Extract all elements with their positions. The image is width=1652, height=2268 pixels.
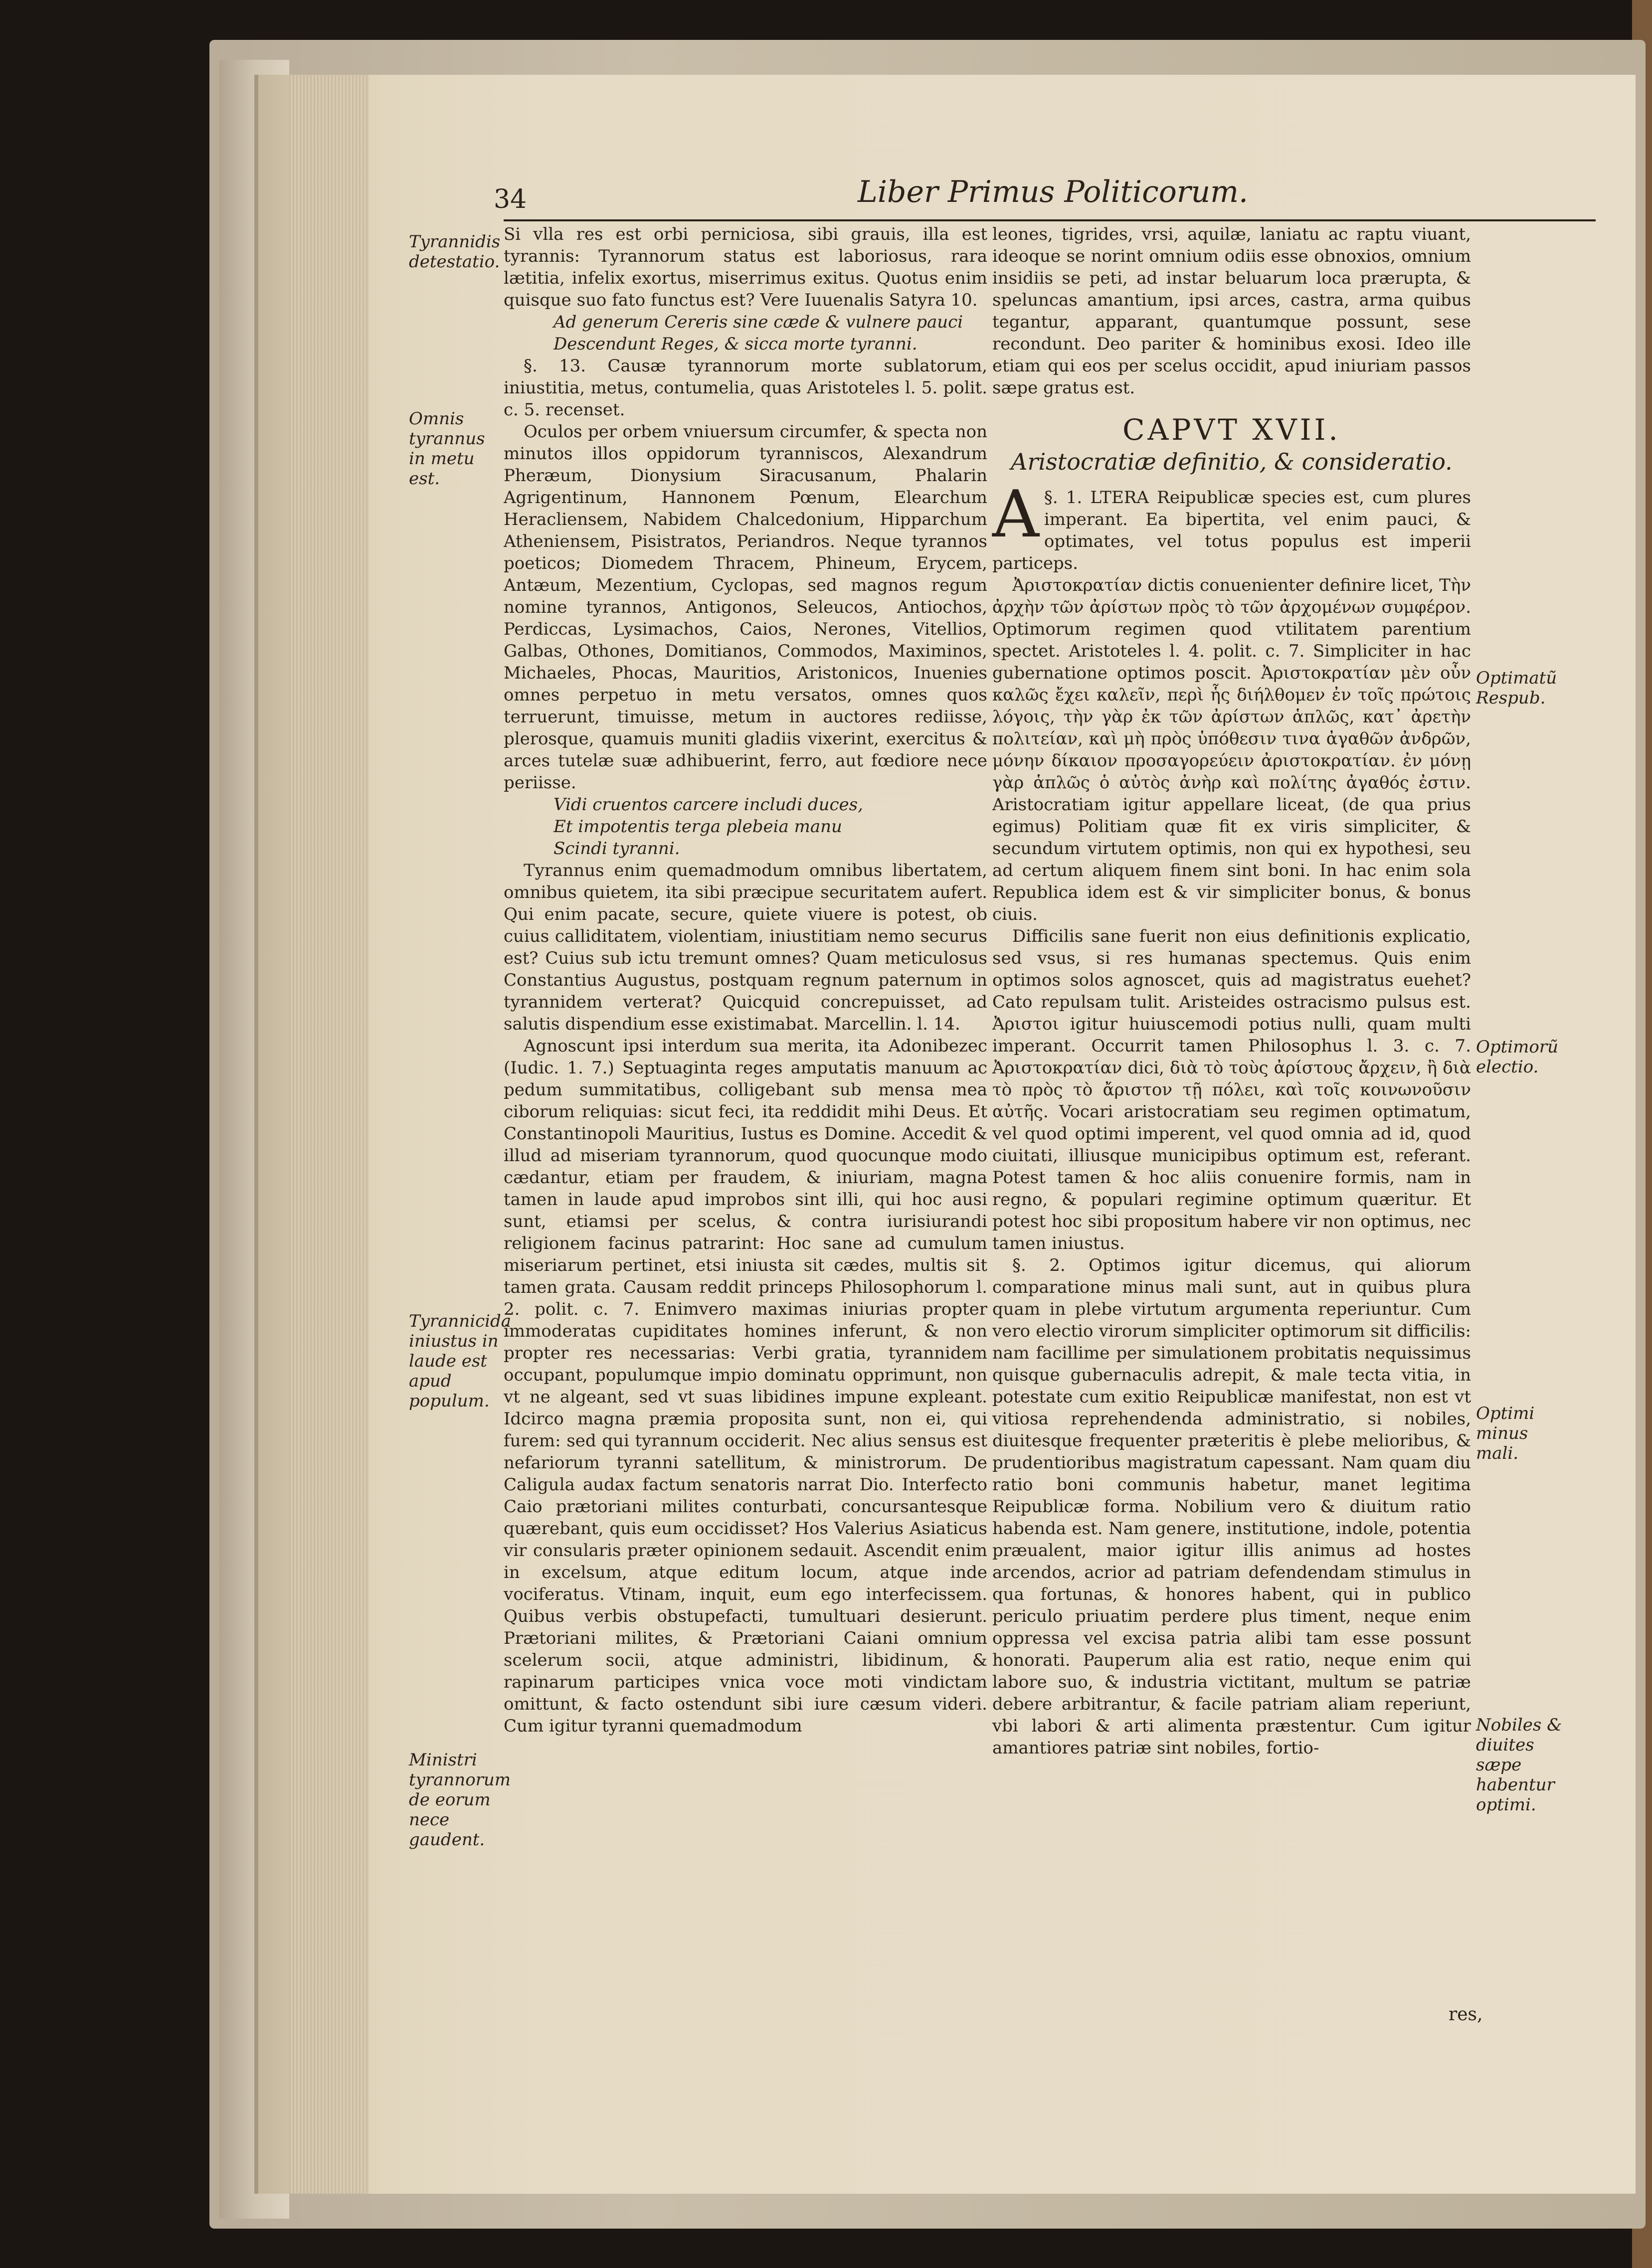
verse-line: Descendunt Reges, & sicca morte tyranni. xyxy=(553,334,918,354)
chapter-heading: CAPVT XVII. xyxy=(1122,413,1341,447)
section-label: §. 1. xyxy=(1044,488,1083,508)
marginal-note-left-2: Omnis tyrannus in metu est. xyxy=(409,409,485,489)
drop-cap: A xyxy=(992,476,1039,552)
paragraph: Oculos per orbem vniuersum circumfer, & specta non minutos illos oppidorum tyranniscos, Alexandrum Pheræum, Dionysium Siracusanum, Phalarin Agrigentinum, Hannonem Pœnum, Elearchum Heracliensem, Nabidem Chalcedonium, Hipparchum Atheniensem, Pisistratos, Periandros. Neque tyrannos poeticos; Diomedem Thracem, Phineum, Erycem, Antæum, Mezentium, Cyclopas, sed magnos regum nomine tyrannos, Antigonos, Seleucos, Antiochos, Perdiccas, Lysimachos, Caios, Nerones, Vitellios, Galbas, Othones, Domitianos, Commodos, Maximinos, Michaeles, Phocas, Mauritios, Aristonicos, Inuenies omnes perpetuo in metu versatos, omnes quos terruerunt, timuisse, metum in auctores rediisse, plerosque, quamuis muniti gladiis vixerint, exercitus & arces tutelæ suæ adhibuerint, ferro, aut fœdiore nece periisse. xyxy=(504,422,987,793)
header-rule xyxy=(504,219,1596,221)
page-number: 34 xyxy=(494,184,527,214)
paragraph: §. 13. Causæ tyrannorum morte sublatorum, iniustitia, metus, contumelia, quas Aristoteles l. 5. polit. c. 5. recenset. xyxy=(504,356,987,420)
marginal-note-right-2: Optimorũ electio. xyxy=(1476,1037,1559,1077)
paragraph: Ἀριστοκρατίαν dictis conuenienter definire licet, Τὴν ἀρχὴν τῶν ἀρίστων πρὸς τὸ τῶν ἀρχομένων συμφέρον. Optimorum regimen quod vtilitatem parentium spectet. Aristoteles l. 4. polit. c. 7. Simpliciter in hac gubernatione optimos poscit. Ἀριστοκρατίαν μὲν οὖν καλῶς ἔχει καλεῖν, περὶ ἧς διήλθομεν ἐν τοῖς πρώτοις λόγοις, τὴν γὰρ ἐκ τῶν ἀρίστων ἁπλῶς, κατ᾽ ἀρετὴν πολιτείαν, καὶ μὴ πρὸς ὑπόθεσιν τινα ἀγαθῶν ἀνδρῶν, μόνην δίκαιον προσαγορεύειν ἀριστοκρατίαν. ἐν μόνῃ γὰρ ἁπλῶς ὁ αὐτὸς ἀνὴρ καὶ πολίτης ἀγαθός ἐστιν. Aristocratiam igitur appellare liceat, (de qua prius egimus) Politiam quæ fit ex viris simpliciter, & secundum virtutem optimis, non qui ex hypothesi, seu ad certum aliquem finem sint boni. In hac enim sola Republica idem est & vir simpliciter bonus, & bonus ciuis. xyxy=(992,575,1471,924)
marginal-note-right-4: Nobiles & diuites sæpe habentur optimi. xyxy=(1476,1715,1562,1815)
paragraph: §. 2. Optimos igitur dicemus, qui aliorum comparatione minus mali sunt, aut in quibus plura quam in plebe virtutum argumenta reperiuntur. Cum vero electio virorum simpliciter optimorum sit difficilis: nam facillime per simulationem probitatis nequissimus quisque gubernaculis adrepit, & male tecta vitia, in potestate cum exitio Reipublicæ manifestat, non est vt vitiosa reprehendenda administratio, si nobiles, diuitesque frequenter præteritis è plebe melioribus, & prudentioribus magistratum capessant. Nam quam diu ratio boni communis habetur, manet legitima Reipublicæ forma. Nobilium vero & diuitum ratio habenda est. Nam genere, institutione, indole, potentia præualent, maior igitur illis animus ad hostes arcendos, acrior ad patriam defendendam stimulus in qua fortunas, & honores habent, qui in publico periculo priuatim perdere plus timent, neque enim oppressa vel excisa patria alibi tam esse possunt honorati. Pauperum alia est ratio, neque enim qui labore suo, & industria victitant, multum se patriæ debere arbitrantur, & facile patriam aliam reperiunt, vbi labori & arti alimenta præstentur. Cum igitur amantiores patriæ sint nobiles, fortio- xyxy=(992,1255,1471,1758)
paragraph: Difficilis sane fuerit non eius definitionis explicatio, sed vsus, si res humanas spectemus. Quis enim optimos solos agnoscet, quis ad magistratus euehet? Cato repulsam tulit. Aristeides ostracismo pulsus est. Ἀριστοι igitur huiuscemodi potius nulli, quam multi imperant. Occurrit tamen Philosophus l. 3. c. 7. Ἀριστοκρατίαν dici, διὰ τὸ τοὺς ἀρίστους ἄρχειν, ἢ διὰ τὸ πρὸς τὸ ἄριστον τῇ πόλει, καὶ τοῖς κοινωνοῦσιν αὐτῆς. Vocari aristocratiam seu regimen optimatum, vel quod optimi imperent, vel quod omnia ad id, quod ciuitati, illiusque municipibus optimum est, referant. Potest tamen & hoc aliis conuenire formis, nam in regno, & populari regimine optimum quæritur. Et potest hoc sibi propositum habere vir non optimus, nec tamen iniustus. xyxy=(992,926,1471,1253)
verse-line: Ad generum Cereris sine cæde & vulnere pauci xyxy=(553,312,963,332)
verse-line: Et impotentis terga plebeia manu xyxy=(553,817,842,837)
paragraph: Si vlla res est orbi perniciosa, sibi grauis, illa est tyrannis: Tyrannorum status est laboriosus, rara lætitia, infelix exortus, miserrimus exitus. Quotus enim quisque suo fato functus est? Vere Iuuenalis Satyra 10. xyxy=(504,224,987,310)
paragraph: leones, tigrides, vrsi, aquilæ, laniatu ac raptu viuant, ideoque se norint omnium odiis esse obnoxios, omnium insidiis se peti, ad instar beluarum loca prærupta, & speluncas amantium, ipsi arces, castra, arma quibus tegantur, apparant, quantumque possunt, sese recondunt. Deo pariter & hominibus exosi. Ideo ille etiam qui eos per scelus occidit, apud iniuriam passos sæpe gratus est. xyxy=(992,224,1471,398)
chapter-subtitle: Aristocratiæ definitio, & consideratio. xyxy=(1011,448,1453,475)
catchword: res, xyxy=(1449,2004,1483,2025)
section-text: LTERA Reipublicæ species est, cum plures imperant. Ea bipertita, vel enim pauci, & optimates, vel totus populus est imperii particeps. xyxy=(992,488,1471,573)
marginal-note-right-3: Optimi minus mali. xyxy=(1476,1403,1535,1463)
marginal-note-left-4: Ministri tyrannorum de eorum nece gaudent. xyxy=(409,1750,511,1850)
verse-line: Vidi cruentos carcere includi duces, xyxy=(553,795,863,815)
verse-quote xyxy=(504,794,987,860)
right-column xyxy=(992,223,1471,1759)
verse-line: Scindi tyranni. xyxy=(553,839,680,859)
paragraph: Agnoscunt ipsi interdum sua merita, ita Adonibezec (Iudic. 1. 7.) Septuaginta reges amputatis manuum ac pedum summitatibus, colligebant sub mensa mea ciborum reliquias: sicut feci, ita reddidit mihi Deus. Et Constantinopoli Mauritius, Iustus es Domine. Accedit & illud ad miseriam tyrannorum, quod quocunque modo cædantur, etiam per fraudem, & iniuriam, magna tamen in laude apud improbos sint illi, qui hoc ausi sunt, etiamsi per scelus, & contra iurisiurandi religionem facinus patrarint: Hoc sane ad cumulum miseriarum pertinet, etsi iniusta sit cædes, multis sit tamen grata. Causam reddit princeps Philosophorum l. 2. polit. c. 7. Enimvero maximas iniurias propter immoderatas cupiditates homines inferunt, & non propter res necessarias: Verbi gratia, tyrannidem occupant, populumque impio dominatu opprimunt, non vt ne algeant, sed vt suas libidines impune expleant. Idcirco magna præmia proposita sunt, non ei, qui furem: sed qui tyrannum occiderit. Nec alius sensus est nefariorum tyranni satellitum, & ministrorum. De Caligula audax factum senatoris narrat Dio. Interfecto Caio prætoriani milites conturbati, concursantesque quærebant, quis eum occidisset? Hos Valerius Asiaticus vir consularis præter opinionem sedauit. Ascendit enim in excelsum, atque editum locum, atque inde vociferatus. Vtinam, inquit, eum ego interfecissem. Quibus verbis obstupefacti, tumultuari desierunt. Prætoriani milites, & Prætoriani Caiani omnium scelerum socii, atque administri, libidinum, & rapinarum participes vnica voce moti vindictam omittunt, & facto ostendunt sibi iure cæsum videri. Cum igitur tyranni quemadmodum xyxy=(504,1036,987,1736)
running-title: Liber Primus Politicorum. xyxy=(858,174,1249,209)
verse-quote xyxy=(504,311,987,355)
left-column xyxy=(504,223,987,1737)
marginal-note-right-1: Optimatũ Respub. xyxy=(1476,668,1557,708)
marginal-note-left-3: Tyrannicida iniustus in laude est apud populum. xyxy=(409,1311,512,1411)
section-paragraph xyxy=(992,476,1471,574)
marginal-note-left-1: Tyrannidis detestatio. xyxy=(409,232,501,272)
paragraph: Tyrannus enim quemadmodum omnibus libertatem, omnibus quietem, ita sibi præcipue securitatem aufert. Qui enim pacate, secure, quiete viuere is potest, ob cuius calliditatem, violentiam, iniustitiam nemo securus est? Cuius sub ictu tremunt omnes? Quam meticulosus Constantius Augustus, postquam regnum paternum in tyrannidem verterat? Quicquid concrepuisset, ad salutis dispendium esse existimabat. Marcellin. l. 14. xyxy=(504,861,987,1034)
